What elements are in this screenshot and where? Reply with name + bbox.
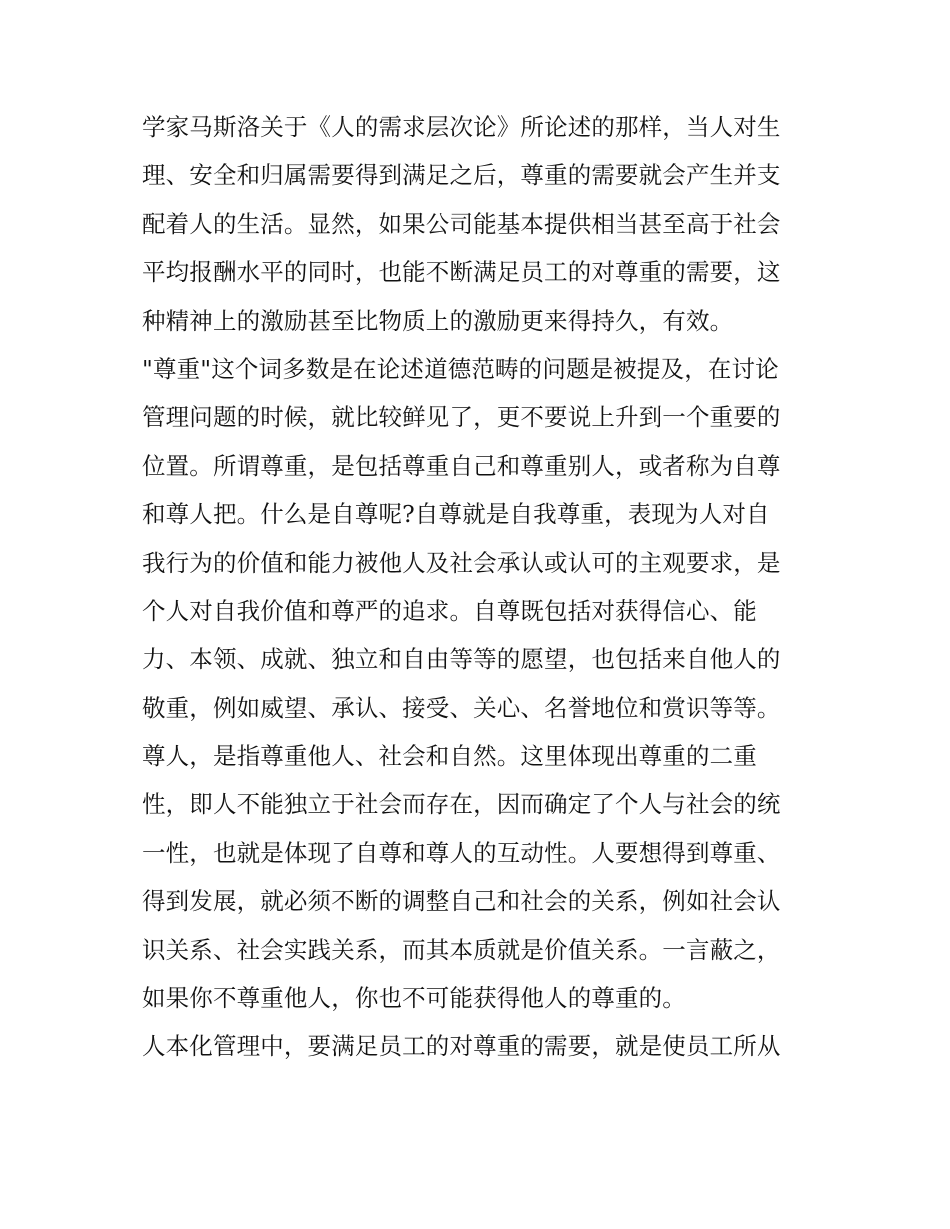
text-line: 力、本领、成就、独立和自由等等的愿望，也包括来自他人的 xyxy=(142,645,781,674)
text-line: 如果你不尊重他人，你也不可能获得他人的尊重的。 xyxy=(142,984,686,1013)
text-line: 种精神上的激励甚至比物质上的激励更来得持久，有效。 xyxy=(142,306,734,335)
text-line: 敬重，例如威望、承认、接受、关心、名誉地位和赏识等等。 xyxy=(142,693,781,722)
text-line: 学家马斯洛关于《人的需求层次论》所论述的那样，当人对生 xyxy=(142,113,781,141)
text-line: 理、安全和归属需要得到满足之后，尊重的需要就会产生并支 xyxy=(142,161,781,190)
text-line: 得到发展，就必须不断的调整自己和社会的关系，例如社会认 xyxy=(142,887,781,916)
text-line: 尊人，是指尊重他人、社会和自然。这里体现出尊重的二重 xyxy=(142,742,757,771)
text-line: 性，即人不能独立于社会而存在，因而确定了个人与社会的统 xyxy=(142,790,781,819)
text-line: 管理问题的时候，就比较鲜见了，更不要说上升到一个重要的 xyxy=(142,403,781,432)
text-line: 一性，也就是体现了自尊和尊人的互动性。人要想得到尊重、 xyxy=(142,838,781,867)
text-line: 我行为的价值和能力被他人及社会承认或认可的主观要求，是 xyxy=(142,548,781,577)
text-line: 位置。所谓尊重，是包括尊重自己和尊重别人，或者称为自尊 xyxy=(142,451,781,480)
text-line: 和尊人把。什么是自尊呢?自尊就是自我尊重，表现为人对自 xyxy=(142,500,770,529)
text-line: 人本化管理中，要满足员工的对尊重的需要，就是使员工所从 xyxy=(142,1032,781,1061)
text-line: 配着人的生活。显然，如果公司能基本提供相当甚至高于社会 xyxy=(142,209,781,238)
text-line: 个人对自我价值和尊严的追求。自尊既包括对获得信心、能 xyxy=(142,596,757,625)
text-line: "尊重"这个词多数是在论述道德范畴的问题是被提及，在讨论 xyxy=(142,354,779,383)
text-line: 识关系、社会实践关系，而其本质就是价值关系。一言蔽之， xyxy=(142,935,781,964)
body-text xyxy=(142,103,822,1071)
text-line: 平均报酬水平的同时，也能不断满足员工的对尊重的需要，这 xyxy=(142,258,781,287)
